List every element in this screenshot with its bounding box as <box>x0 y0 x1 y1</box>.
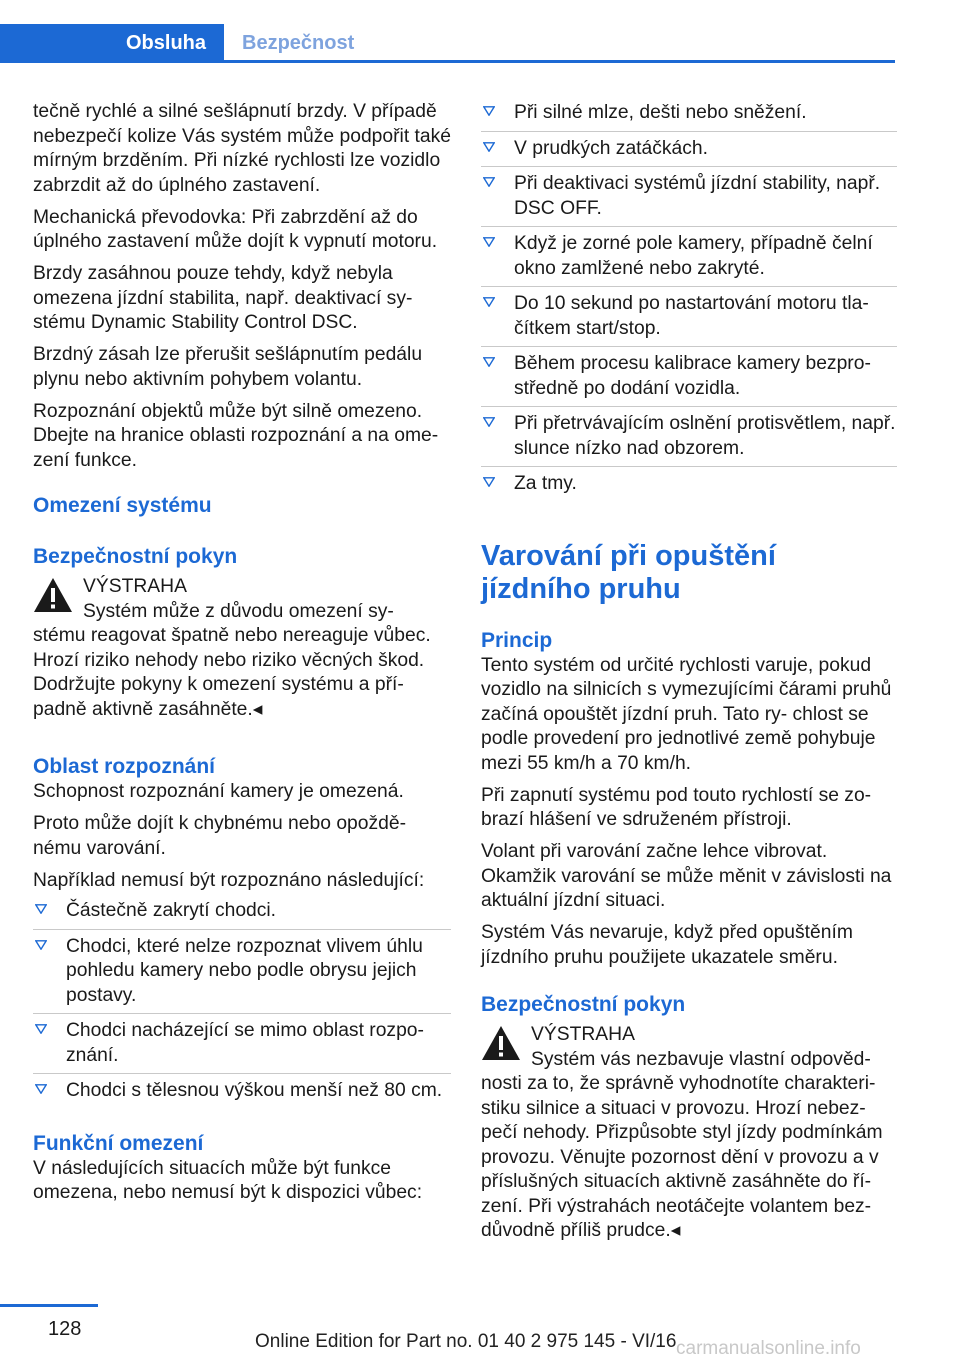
warning-box <box>33 575 451 722</box>
section-title-varovani: Varování při opuštění jízdního pruhu <box>481 539 776 605</box>
paragraph: Mechanická převodovka: Při zabrzdění až do úplného zastavení může dojít k vypnutí motoru. <box>33 206 438 252</box>
header-tabs <box>0 24 895 62</box>
warning-text: stému reagovat špatně nebo nereaguje vůbec. Hrozí riziko nehody nebo riziko věcných škod. Dodržujte pokyny k omezení systému a pří- padně aktivně zasáhněte.◂ <box>33 625 431 720</box>
triangle-bullet-icon <box>483 297 495 307</box>
edition-text: Online Edition for Part no. 01 40 2 975 145 - VI/16 <box>255 1331 677 1352</box>
list-item: V prudkých zatáčkách. <box>481 132 897 168</box>
footer-line <box>0 1304 98 1307</box>
heading-bezpecnostni-pokyn: Bezpečnostní pokyn <box>33 545 238 568</box>
triangle-bullet-icon <box>483 177 495 187</box>
list-item: Chodci nacházející se mimo oblast rozpo- znání. <box>33 1014 451 1074</box>
heading-omezeni-systemu: Omezení systému <box>33 494 212 517</box>
bullet-list <box>481 100 897 502</box>
list-item: Během procesu kalibrace kamery bezpro- středně po dodání vozidla. <box>481 347 897 407</box>
left-column <box>33 100 451 1213</box>
page-number: 128 <box>48 1318 82 1340</box>
warning-triangle-icon <box>33 577 73 613</box>
watermark: carmanualsonline.info <box>676 1338 861 1359</box>
triangle-bullet-icon <box>483 142 495 152</box>
paragraph: Brzdný zásah lze přerušit sešlápnutím pedálu plynu nebo aktivním pohybem volantu. <box>33 344 423 390</box>
bullet-list <box>33 898 451 1109</box>
paragraph: Proto může dojít k chybnému nebo opoždě- nému varování. <box>33 813 406 859</box>
heading-oblast-rozpoznani: Oblast rozpoznání <box>33 755 216 778</box>
list-item: Do 10 sekund po nastartování motoru tla- čítkem start/stop. <box>481 287 897 347</box>
triangle-bullet-icon <box>35 940 47 950</box>
list-item: Za tmy. <box>481 467 897 502</box>
paragraph: Volant při varování začne lehce vibrovat. Okamžik varování se může měnit v závislosti na aktuální jízdní situaci. <box>481 841 892 911</box>
triangle-bullet-icon <box>35 1024 47 1034</box>
paragraph: Například nemusí být rozpoznáno následující: <box>33 869 425 891</box>
list-item: Když je zorné pole kamery, případně čelní okno zamlžené nebo zakryté. <box>481 227 897 287</box>
paragraph: Při zapnutí systému pod touto rychlostí se zo- brazí hlášení ve sdruženém přístroji. <box>481 784 872 830</box>
list-item: Chodci s tělesnou výškou menší než 80 cm. <box>33 1074 451 1109</box>
heading-funkcni-omezeni: Funkční omezení <box>33 1131 204 1155</box>
warning-text-line: Systém může z důvodu omezení sy- <box>83 600 394 622</box>
triangle-bullet-icon <box>483 106 495 116</box>
paragraph: V následujících situacích může být funkce omezena, nebo nemusí být k dispozici vůbec: <box>33 1157 423 1203</box>
tab-bezpecnost[interactable]: Bezpečnost <box>242 31 355 54</box>
list-item: Částečně zakrytí chodci. <box>33 898 451 930</box>
triangle-bullet-icon <box>35 1084 47 1094</box>
paragraph: tečně rychlé a silné sešlápnutí brzdy. V případě nebezpečí kolize Vás systém může podpořit také mírným brzděním. Při nízké rychlosti lze vozidlo zabrzdit až do úplného zastavení. <box>33 101 451 196</box>
triangle-bullet-icon <box>483 237 495 247</box>
paragraph: Brzdy zasáhnou pouze tehdy, když nebyla omezena jízdní stabilita, např. deaktivací sy- stému Dynamic Stability Control DSC. <box>33 263 413 333</box>
paragraph: Rozpoznání objektů může být silně omezeno. Dbejte na hranice oblasti rozpoznání a na ome- zení funkce. <box>33 400 439 471</box>
paragraph: Schopnost rozpoznání kamery je omezená. <box>33 781 404 802</box>
list-item: Při silné mlze, dešti nebo sněžení. <box>481 100 897 132</box>
heading-princip: Princip <box>481 628 553 652</box>
warning-title: VÝSTRAHA <box>531 1024 635 1045</box>
triangle-bullet-icon <box>35 904 47 914</box>
triangle-bullet-icon <box>483 417 495 427</box>
warning-title: VÝSTRAHA <box>83 576 187 597</box>
warning-text-line: Systém vás nezbavuje vlastní odpověd- <box>531 1048 871 1070</box>
header-underline <box>0 60 895 63</box>
heading-bezpecnostni-pokyn: Bezpečnostní pokyn <box>481 993 686 1016</box>
list-item: Při přetrvávajícím oslnění protisvětlem, např. slunce nízko nad obzorem. <box>481 407 897 467</box>
paragraph: Systém Vás nevaruje, když před opuštěním jízdního pruhu použijete ukazatele směru. <box>481 922 853 968</box>
warning-box <box>481 1023 897 1244</box>
warning-triangle-icon <box>481 1025 521 1061</box>
right-column <box>481 100 897 1244</box>
warning-text: nosti za to, že správně vyhodnotíte charakteri- stiku silnice a situaci v provozu. Hrozí nebez- pečí nehody. Přizpůsobte styl jízdy podmínkám provozu. Věnujte pozornost dění v provozu a v příslušných situacích aktivně zasáhněte do ří- zení. Při výstrahách neotáčejte volantem bez- důvodně příliš prudce.◂ <box>481 1073 883 1241</box>
list-item: Chodci, které nelze rozpoznat vlivem úhlu pohledu kamery nebo podle obrysu jejich postavy. <box>33 930 451 1015</box>
triangle-bullet-icon <box>483 477 495 487</box>
paragraph: Tento systém od určité rychlosti varuje, pokud vozidlo na silnicích s vymezujícími čárami pruhů začíná opouštět jízdní pruh. Tato ry- chlost se podle provedení pro jednotlivé země pohybuje mezi 55 km/h a 70 km/h. <box>481 654 892 774</box>
list-item: Při deaktivaci systémů jízdní stability, např. DSC OFF. <box>481 167 897 227</box>
tab-obsluha[interactable]: Obsluha <box>0 24 224 62</box>
triangle-bullet-icon <box>483 357 495 367</box>
